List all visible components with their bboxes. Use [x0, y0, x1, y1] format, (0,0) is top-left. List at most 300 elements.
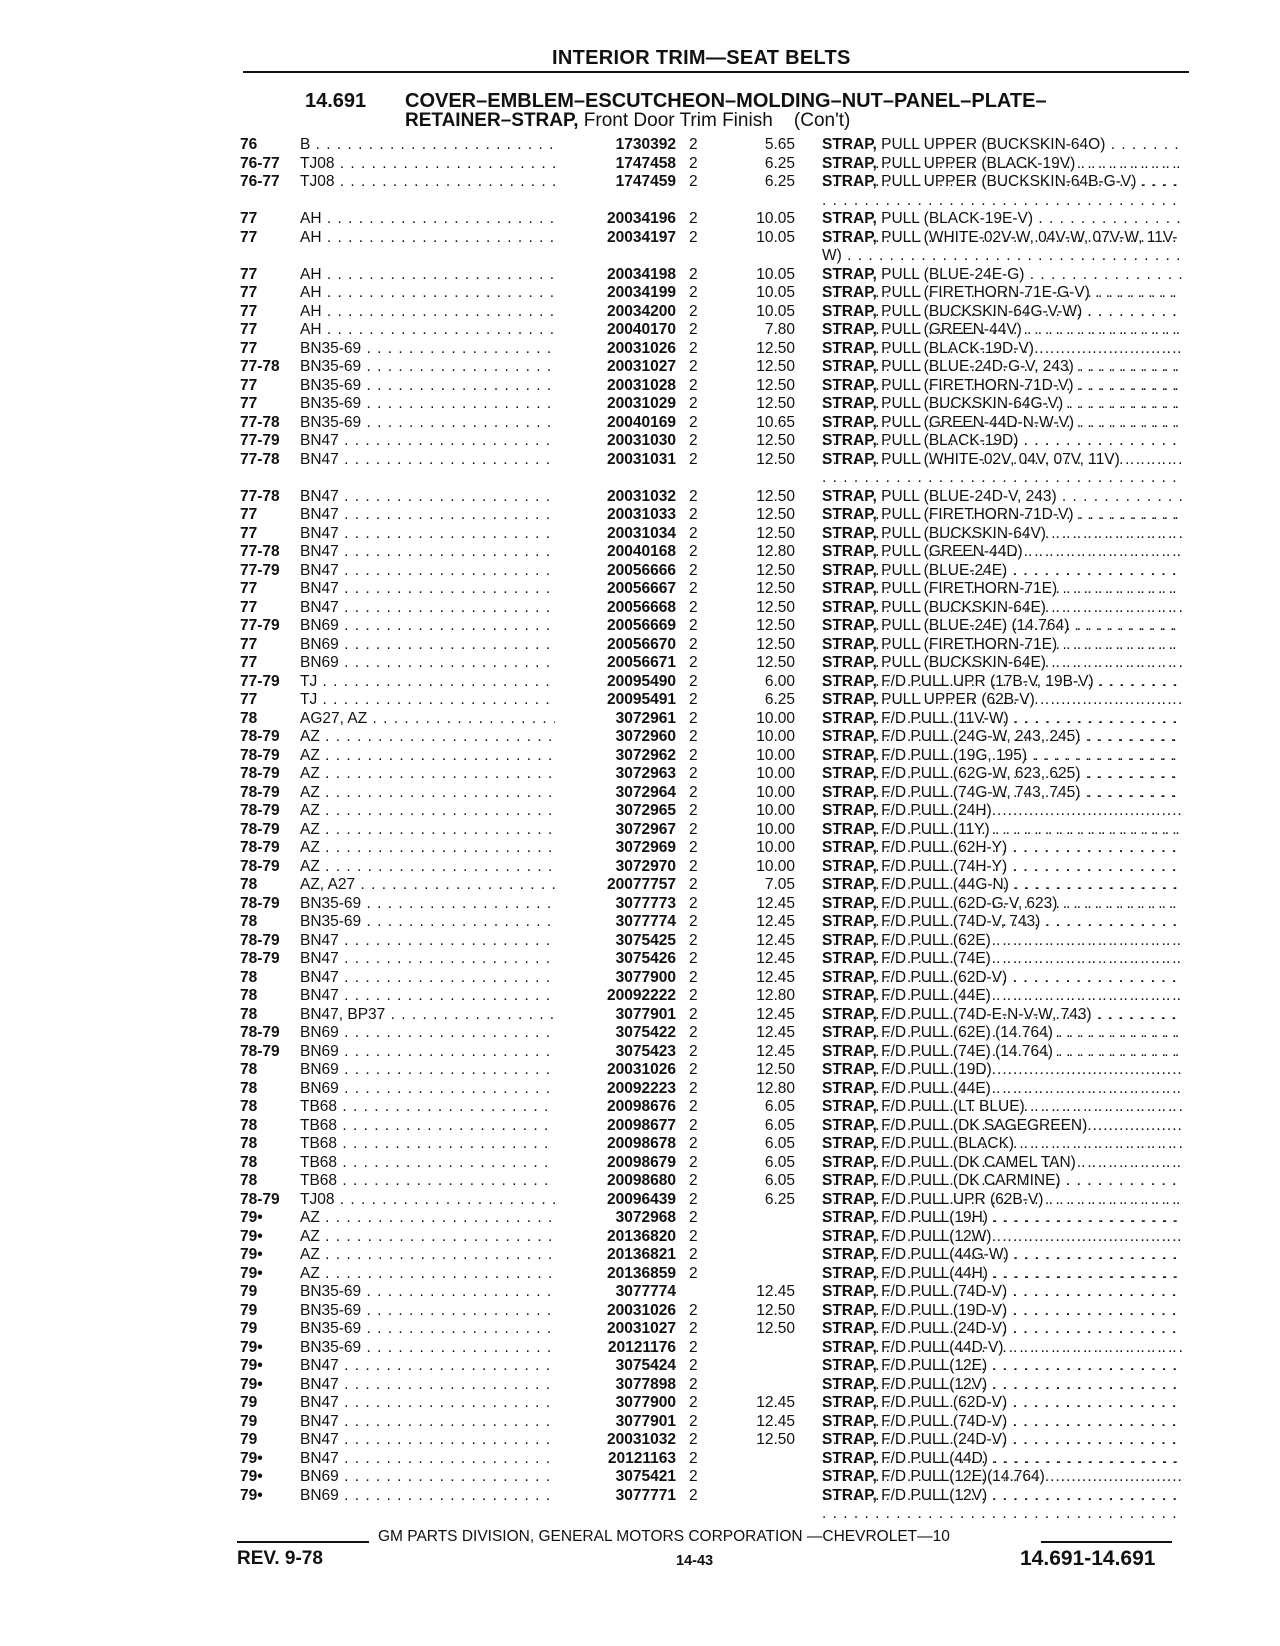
row-part-number: 20031033 [555, 506, 676, 525]
table-row [0, 414, 1280, 433]
parts-list [0, 136, 1280, 1505]
row-model: BN69 . . . [300, 1061, 570, 1080]
table-row [0, 1098, 1280, 1117]
row-description-keyword: STRAP, [822, 1024, 877, 1041]
row-part-number: 3075425 [555, 932, 676, 951]
row-year: 78-79 [240, 1024, 280, 1041]
row-description-keyword: STRAP, [822, 1042, 877, 1060]
row-description-text: F/D PULL(19H) [876, 1209, 988, 1226]
row-part-number: 20031026 [555, 1302, 676, 1321]
table-row [0, 728, 1280, 747]
row-description [822, 1487, 1184, 1524]
row-year: 78 [240, 1061, 258, 1078]
table-row [0, 1302, 1280, 1321]
row-part-number: 3077898 [555, 1376, 676, 1395]
row-year: 79• [240, 1227, 263, 1245]
row-quantity: 2 [689, 173, 698, 190]
row-quantity: 2 [689, 506, 698, 523]
row-price: 12.80 [756, 987, 795, 1004]
row-part-number: 20031032 [555, 1431, 676, 1450]
row-price: 12.45 [756, 1042, 795, 1060]
row-year: 77-79 [240, 561, 280, 579]
table-row [0, 1043, 1280, 1062]
row-model: BN47 . . . [300, 432, 570, 451]
table-row [0, 395, 1280, 414]
row-description-text: PULL (WHITE-02V-W, 04V-W, 07V-W, 11V-W) [822, 228, 1178, 264]
table-row [0, 1172, 1280, 1191]
row-quantity: 2 [689, 1357, 698, 1374]
row-price: 12.80 [756, 543, 795, 560]
row-description-keyword: STRAP, [822, 228, 877, 246]
footer-section-range: 14.691-14.691 [1020, 1547, 1156, 1570]
table-row [0, 543, 1280, 562]
row-quantity: 2 [689, 339, 698, 357]
row-description-text: PULL UPPER (BLACK-19V) [876, 154, 1076, 172]
table-row [0, 691, 1280, 710]
row-part-number: 3077773 [555, 895, 676, 914]
table-row [0, 876, 1280, 895]
row-description-text: F/D PULL (DK SAGEGREEN) [876, 1116, 1088, 1134]
row-model: TJ . . . [300, 673, 570, 692]
row-description-text: F/D PULL (74E) [876, 950, 991, 967]
row-price: 6.05 [764, 1153, 795, 1171]
row-price: 10.05 [756, 265, 795, 283]
table-row [0, 562, 1280, 581]
row-description-keyword: STRAP, [822, 376, 877, 394]
row-description-text: F/D PULL (62D-V) [876, 968, 1008, 986]
table-row [0, 1135, 1280, 1154]
row-price: 12.50 [756, 487, 795, 505]
row-year: 79• [240, 1375, 263, 1393]
row-description-text: PULL (FIRETHORN-71E-G-V) [876, 284, 1090, 301]
row-description-keyword: STRAP, [822, 728, 877, 745]
row-quantity: 2 [689, 1320, 698, 1337]
row-part-number: 3072963 [555, 765, 676, 784]
row-year: 79• [240, 1486, 263, 1504]
row-description-text: F/D PULL (DK CARMINE) [876, 1172, 1061, 1189]
row-part-number: 20031026 [555, 340, 676, 359]
row-year: 78-79 [240, 783, 280, 801]
row-description-text: PULL (FIRETHORN-71E) [876, 635, 1058, 653]
table-row [0, 377, 1280, 396]
row-description-keyword: STRAP, [822, 857, 877, 875]
table-row [0, 136, 1280, 155]
row-description-text: F/D PULL (11V-W) [876, 709, 1009, 727]
row-part-number: 1747458 [555, 155, 676, 174]
row-price: 12.50 [756, 598, 795, 616]
row-year: 79 [240, 1301, 258, 1319]
row-year: 79 [240, 1412, 258, 1430]
row-year: 78 [240, 1079, 258, 1097]
row-description-text: PULL (GREEN-44D-N-W-V) [876, 413, 1075, 431]
section-number: 14.691 [305, 90, 367, 112]
table-row [0, 1283, 1280, 1302]
row-year: 78 [240, 987, 258, 1004]
table-row [0, 155, 1280, 174]
row-year: 76-77 [240, 173, 280, 190]
table-row [0, 451, 1280, 488]
row-description-keyword: STRAP, [822, 968, 877, 986]
row-part-number: 20121176 [555, 1339, 676, 1358]
row-part-number: 20136859 [555, 1265, 676, 1284]
row-description-text: F/D PULL (19D) [876, 1061, 992, 1078]
row-year: 78-79 [240, 839, 280, 856]
row-year: 79 [240, 1320, 258, 1337]
footer-rule-right [1041, 1541, 1172, 1543]
row-part-number: 20034199 [555, 284, 676, 303]
row-year: 79• [240, 1264, 263, 1282]
table-row [0, 987, 1280, 1006]
row-description-text: F/D PULL (24H) [876, 802, 992, 819]
row-year: 79 [240, 1431, 258, 1448]
row-model: TB68 . . . [300, 1098, 570, 1117]
row-year: 78-79 [240, 1042, 280, 1060]
footer-rule-left [237, 1541, 369, 1543]
row-model: BN47 . . . [300, 950, 570, 969]
row-price: 12.50 [756, 524, 795, 542]
row-description-text: F/D PULL (44G-N) [876, 876, 1009, 893]
row-quantity: 2 [689, 1153, 698, 1171]
row-description-keyword: STRAP, [822, 1005, 877, 1023]
row-part-number: 20031030 [555, 432, 676, 451]
row-description-text: F/D PULL (62D-G-V, 623) [876, 894, 1058, 912]
row-description-text: F/D PULL(12V) [876, 1486, 988, 1504]
row-description-text: F/D PULL (24D-V) [876, 1431, 1008, 1448]
row-part-number: 20040168 [555, 543, 676, 562]
row-description-text: F/D PULL (62D-V) [876, 1394, 1008, 1411]
row-year: 79• [240, 1209, 263, 1226]
row-quantity: 2 [689, 1338, 698, 1356]
row-description-keyword: STRAP, [822, 617, 877, 634]
row-price: 12.50 [756, 654, 795, 671]
row-quantity: 2 [689, 1116, 698, 1134]
row-description-text: PULL (BLUE-24D-G-V, 243) [876, 358, 1074, 375]
row-price: 12.45 [756, 1412, 795, 1430]
row-year: 79• [240, 1357, 263, 1374]
row-year: 79 [240, 1394, 258, 1411]
row-description-keyword: STRAP, [822, 820, 877, 838]
row-model: TB68 . . . [300, 1117, 570, 1136]
row-quantity: 2 [689, 635, 698, 653]
row-description-text: PULL (FIRETHORN-71D-V) [876, 506, 1074, 523]
row-part-number: 20040170 [555, 321, 676, 340]
table-row [0, 1006, 1280, 1025]
table-row [0, 617, 1280, 636]
row-description-text: F/D PULL (74D-V, 743) [876, 913, 1041, 930]
row-description-keyword: STRAP, [822, 580, 877, 597]
row-quantity: 2 [689, 876, 698, 893]
table-row [0, 784, 1280, 803]
row-description-text: F/D PULL(12V) [876, 1375, 988, 1393]
row-year: 77 [240, 284, 258, 301]
row-model: AZ, A27 . . . [300, 876, 570, 895]
row-model: AZ . . . [300, 1265, 570, 1284]
table-row [0, 1320, 1280, 1339]
row-price: 10.00 [756, 765, 795, 782]
row-price: 12.50 [756, 339, 795, 357]
row-price: 10.00 [756, 783, 795, 801]
row-part-number: 20031032 [555, 488, 676, 507]
row-description-keyword: STRAP, [822, 1190, 877, 1208]
row-price: 10.00 [756, 746, 795, 764]
row-part-number: 3072962 [555, 747, 676, 766]
row-quantity: 2 [689, 228, 698, 246]
row-price: 12.50 [756, 561, 795, 579]
row-price: 10.05 [756, 284, 795, 301]
row-part-number: 3075421 [555, 1468, 676, 1487]
row-quantity: 2 [689, 395, 698, 412]
row-price: 10.00 [756, 839, 795, 856]
table-row [0, 1209, 1280, 1228]
row-model: AH . . . [300, 303, 570, 322]
row-model: AZ . . . [300, 747, 570, 766]
row-quantity: 2 [689, 987, 698, 1004]
row-year: 77 [240, 506, 258, 523]
row-model: AZ . . . [300, 765, 570, 784]
row-part-number: 20136820 [555, 1228, 676, 1247]
row-part-number: 3072969 [555, 839, 676, 858]
row-year: 77 [240, 321, 258, 338]
row-description-keyword: STRAP, [822, 987, 877, 1004]
row-description-keyword: STRAP, [822, 1172, 877, 1189]
row-part-number: 3072960 [555, 728, 676, 747]
row-description-keyword: STRAP, [822, 1116, 877, 1134]
row-quantity: 2 [689, 580, 698, 597]
row-part-number: 20096439 [555, 1191, 676, 1210]
row-description-keyword: STRAP, [822, 1320, 877, 1337]
row-model: BN35-69 . . . [300, 414, 570, 433]
row-model: BN47 . . . [300, 1357, 570, 1376]
row-quantity: 2 [689, 358, 698, 375]
row-quantity: 2 [689, 913, 698, 930]
row-quantity: 2 [689, 1394, 698, 1411]
row-model: BN47 . . . [300, 525, 570, 544]
row-part-number: 20056666 [555, 562, 676, 581]
row-model: TB68 . . . [300, 1135, 570, 1154]
row-description-keyword: STRAP, [822, 950, 877, 967]
row-price: 12.80 [756, 1079, 795, 1097]
row-year: 78-79 [240, 746, 280, 764]
row-year: 77 [240, 598, 258, 616]
row-description-text: F/D PULL (74G-W, 743, 745) [876, 783, 1081, 801]
row-description-keyword: STRAP, [822, 1431, 877, 1448]
row-model: AZ . . . [300, 821, 570, 840]
row-year: 78-79 [240, 857, 280, 875]
row-description-text: F/D PULL(44H) [876, 1264, 988, 1282]
row-part-number: 3072964 [555, 784, 676, 803]
row-description-keyword: STRAP, [822, 709, 877, 727]
row-description-keyword: STRAP, [822, 1153, 877, 1171]
table-row [0, 580, 1280, 599]
row-description-keyword: STRAP, [822, 1135, 877, 1152]
row-year: 78-79 [240, 802, 280, 819]
row-description-keyword: STRAP, [822, 839, 877, 856]
row-description-keyword: STRAP, [822, 746, 877, 764]
row-part-number: 3072967 [555, 821, 676, 840]
row-quantity: 2 [689, 1042, 698, 1060]
row-price: 12.50 [756, 432, 795, 449]
row-year: 77 [240, 524, 258, 542]
row-quantity: 2 [689, 746, 698, 764]
row-model: BN35-69 . . . [300, 395, 570, 414]
row-description-text: F/D PULL (62G-W, 623, 625) [876, 765, 1081, 782]
row-description-text: F/D PULL (74D-E-N-V-W, 743) [876, 1005, 1092, 1023]
row-quantity: 2 [689, 820, 698, 838]
row-model: BN35-69 . . . [300, 340, 570, 359]
row-description-keyword: STRAP, [822, 1283, 877, 1300]
row-quantity: 2 [689, 857, 698, 875]
row-price: 12.50 [756, 635, 795, 653]
row-quantity: 2 [689, 1079, 698, 1097]
row-model: AG27, AZ . . . [300, 710, 570, 729]
row-quantity: 2 [689, 561, 698, 579]
row-model: BN69 . . . [300, 1080, 570, 1099]
row-part-number: 20056670 [555, 636, 676, 655]
row-model: BN35-69 . . . [300, 1283, 570, 1302]
row-price: 12.45 [756, 950, 795, 967]
row-description-keyword: STRAP, [822, 1098, 877, 1115]
row-price: 6.05 [764, 1116, 795, 1134]
row-description-text: PULL (BUCKSKIN-64E) [876, 598, 1046, 616]
row-quantity: 2 [689, 321, 698, 338]
row-model: BN69 . . . [300, 1024, 570, 1043]
row-description-keyword: STRAP, [822, 506, 877, 523]
row-quantity: 2 [689, 950, 698, 967]
row-description-text: PULL (BUCKSKIN-64G-V-W) [876, 302, 1083, 320]
row-description-text: PULL (GREEN-44V) [876, 321, 1022, 338]
row-model: TJ08 . . . [300, 173, 570, 192]
row-description-keyword: STRAP, [822, 1301, 877, 1319]
row-price: 10.65 [756, 413, 795, 431]
row-quantity: 2 [689, 1098, 698, 1115]
table-row [0, 210, 1280, 229]
row-description-keyword: STRAP, [822, 339, 877, 357]
section-title-line2 [405, 110, 850, 132]
row-year: 78-79 [240, 1190, 280, 1208]
row-model: AZ . . . [300, 784, 570, 803]
row-description-text: F/D PULL(12E)(14.764) [876, 1468, 1045, 1485]
row-part-number: 20098678 [555, 1135, 676, 1154]
row-model: BN35-69 . . . [300, 895, 570, 914]
row-price: 12.50 [756, 1061, 795, 1078]
row-model: BN47 . . . [300, 1376, 570, 1395]
row-model: BN47 . . . [300, 506, 570, 525]
row-description-text: PULL (BUCKSKIN-64E) [876, 654, 1046, 671]
row-model: AZ . . . [300, 1228, 570, 1247]
table-row [0, 340, 1280, 359]
row-description-text: PULL (BLUE-24E) (14.764) [876, 617, 1070, 634]
row-model: BN35-69 . . . [300, 1320, 570, 1339]
row-price: 12.45 [756, 894, 795, 912]
row-part-number: 20031034 [555, 525, 676, 544]
row-model: BN47 . . . [300, 932, 570, 951]
row-quantity: 2 [689, 1264, 698, 1282]
row-price: 12.50 [756, 358, 795, 375]
table-row [0, 358, 1280, 377]
row-part-number: 3077774 [555, 913, 676, 932]
row-model: AH . . . [300, 284, 570, 303]
row-price: 6.05 [764, 1135, 795, 1152]
row-description-keyword: STRAP, [822, 136, 877, 153]
row-part-number: 20034196 [555, 210, 676, 229]
row-model: BN35-69 . . . [300, 1302, 570, 1321]
row-quantity: 2 [689, 709, 698, 727]
table-row [0, 895, 1280, 914]
row-model: TB68 . . . [300, 1172, 570, 1191]
row-description-text: PULL (BLUE-24E-G) [876, 265, 1025, 283]
row-price: 12.45 [756, 1005, 795, 1023]
row-year: 77 [240, 635, 258, 653]
row-description-keyword: STRAP, [822, 765, 877, 782]
row-model: BN47, BP37 . . . [300, 1006, 570, 1025]
row-description-keyword: STRAP, [822, 210, 877, 227]
footer-corporation: GM PARTS DIVISION, GENERAL MOTORS CORPORATION —CHEVROLET—10 [378, 1528, 950, 1545]
row-description-text: F/D PULL (44E) [876, 1079, 991, 1097]
row-part-number: 3072965 [555, 802, 676, 821]
footer-page-number: 14-43 [676, 1553, 714, 1569]
row-model: AH . . . [300, 229, 570, 248]
row-quantity: 2 [689, 802, 698, 819]
row-description-keyword: STRAP, [822, 1338, 877, 1356]
row-quantity: 2 [689, 1172, 698, 1189]
table-row [0, 858, 1280, 877]
row-part-number: 20031026 [555, 1061, 676, 1080]
row-year: 76-77 [240, 154, 280, 172]
row-description-keyword: STRAP, [822, 1486, 877, 1504]
table-row [0, 1394, 1280, 1413]
table-row [0, 673, 1280, 692]
page-header-title: INTERIOR TRIM—SEAT BELTS [552, 47, 851, 69]
row-quantity: 2 [689, 765, 698, 782]
table-row [0, 747, 1280, 766]
row-part-number: 3075422 [555, 1024, 676, 1043]
row-price: 12.50 [756, 1301, 795, 1319]
row-part-number: 20092222 [555, 987, 676, 1006]
row-part-number: 20056667 [555, 580, 676, 599]
table-row [0, 1246, 1280, 1265]
row-part-number: 20098676 [555, 1098, 676, 1117]
table-row [0, 1024, 1280, 1043]
row-price: 12.50 [756, 506, 795, 523]
row-quantity: 2 [689, 1135, 698, 1152]
row-model: BN47 . . . [300, 488, 570, 507]
row-quantity: 2 [689, 728, 698, 745]
row-description-text: F/D PULL UPR (17B-V, 19B-V) [876, 672, 1094, 690]
row-quantity: 2 [689, 1209, 698, 1226]
row-part-number: 20092223 [555, 1080, 676, 1099]
row-description-keyword: STRAP, [822, 487, 877, 505]
row-year: 78-79 [240, 728, 280, 745]
row-model: AZ . . . [300, 839, 570, 858]
row-quantity: 2 [689, 284, 698, 301]
row-description-text: F/D PULL (62E) [876, 931, 991, 949]
row-quantity: 2 [689, 1431, 698, 1448]
row-description-keyword: STRAP, [822, 1079, 877, 1097]
row-description-text: F/D PULL (24D-V) [876, 1320, 1008, 1337]
row-description-keyword: STRAP, [822, 635, 877, 653]
row-model: BN47 . . . [300, 599, 570, 618]
row-price: 5.65 [764, 136, 795, 153]
table-row [0, 839, 1280, 858]
row-part-number: 1730392 [555, 136, 676, 155]
row-year: 79• [240, 1468, 263, 1485]
row-description-keyword: STRAP, [822, 413, 877, 431]
row-description-text: PULL (WHITE-02V, 04V, 07V, 11V) [876, 450, 1120, 468]
table-row [0, 1413, 1280, 1432]
row-year: 77 [240, 376, 258, 394]
section-title-continued: (Con't) [793, 110, 851, 131]
row-quantity: 2 [689, 1375, 698, 1393]
